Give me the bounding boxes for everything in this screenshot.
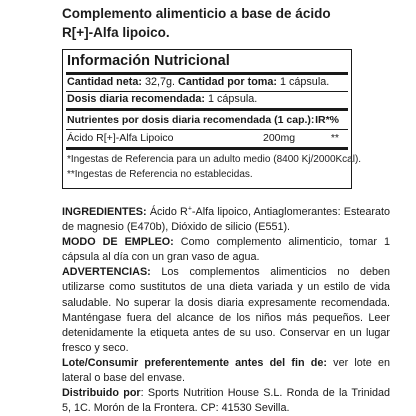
nutrient-ir: ** <box>330 132 339 144</box>
ingredients-text-pre: Ácido R <box>149 206 188 218</box>
warnings-paragraph <box>62 265 390 356</box>
distributor-paragraph <box>62 386 390 416</box>
nutrients-header-label: Nutrientes por dosis diaria recomendada (1 cap.): <box>67 114 315 126</box>
nutrient-name: Ácido R[+]-Alfa Lipoico <box>67 132 174 144</box>
footnote-not-established: **Ingestas de Referencia no establecidas. <box>67 169 253 180</box>
distributor-text: : Sports Nutrition House S.L. Ronda de la Trinidad 5, 1C. Morón de la Frontera. CP: 41530 Sevilla. <box>62 387 391 415</box>
row-divider <box>66 91 348 92</box>
usage-text: Como complemento alimenticio, tomar 1 cápsula al día con un gran vaso de agua. <box>62 236 390 264</box>
product-title <box>62 4 392 42</box>
nutrition-heading: Información Nutricional <box>67 53 230 69</box>
product-title-line2: R[+]-Alfa lipoico. <box>62 25 170 40</box>
ingredients-text: -Alfa lipoico, Antiaglomerantes: Estearato de magnesio (E470b), Dióxido de silicio (E551). <box>62 206 390 234</box>
warnings-text: Los complementos alimenticios no deben utilizarse como sustitutos de una dieta variada y un estilo de vida saludable. No superar la dosis diaria expresamente recomendada. Manténgase fuera del alcance de los niños más pequeños. Leer detenidamente la etiqueta antes de su uso. Conservar en un lugar fresco y seco. <box>62 266 391 354</box>
batch-text: ver lote en lateral o base del envase. <box>62 356 390 385</box>
usage-paragraph <box>62 235 390 265</box>
ingredients-label: INGREDIENTES: <box>62 206 147 218</box>
heading-divider <box>66 72 348 75</box>
table-bottom-divider <box>66 147 348 150</box>
net-quantity-line <box>67 76 329 89</box>
ingredients-paragraph <box>62 205 390 235</box>
table-header-divider <box>66 129 348 130</box>
net-quantity-label: Cantidad neta: <box>67 76 142 88</box>
ingredients-superscript: + <box>187 205 192 213</box>
batch-label: Lote/Consumir preferentemente antes del fin de: <box>62 356 327 369</box>
daily-dose-line <box>67 93 257 106</box>
per-dose-label: Cantidad por toma: <box>178 76 277 88</box>
batch-paragraph <box>62 356 390 386</box>
ir-header-label: IR*% <box>315 114 339 126</box>
per-dose-value: 1 cápsula. <box>280 76 330 88</box>
distributor-label: Distribuido por <box>62 387 141 400</box>
section-divider <box>66 108 348 111</box>
product-information <box>62 205 390 416</box>
nutrient-amount: 200mg <box>263 132 296 144</box>
net-quantity-value: 32,7g. <box>144 76 176 88</box>
daily-dose-label: Dosis diaria recomendada: <box>67 93 206 105</box>
warnings-label: ADVERTENCIAS: <box>62 266 151 279</box>
usage-label: MODO DE EMPLEO: <box>62 236 174 249</box>
nutrition-facts-box <box>62 49 362 189</box>
footnote-reference-intake: *Ingestas de Referencia para un adulto medio (8400 Kj/2000Kcal). <box>67 154 362 165</box>
daily-dose-value: 1 cápsula. <box>208 93 258 105</box>
product-title-line1: Complemento alimenticio a base de ácido <box>62 6 331 21</box>
